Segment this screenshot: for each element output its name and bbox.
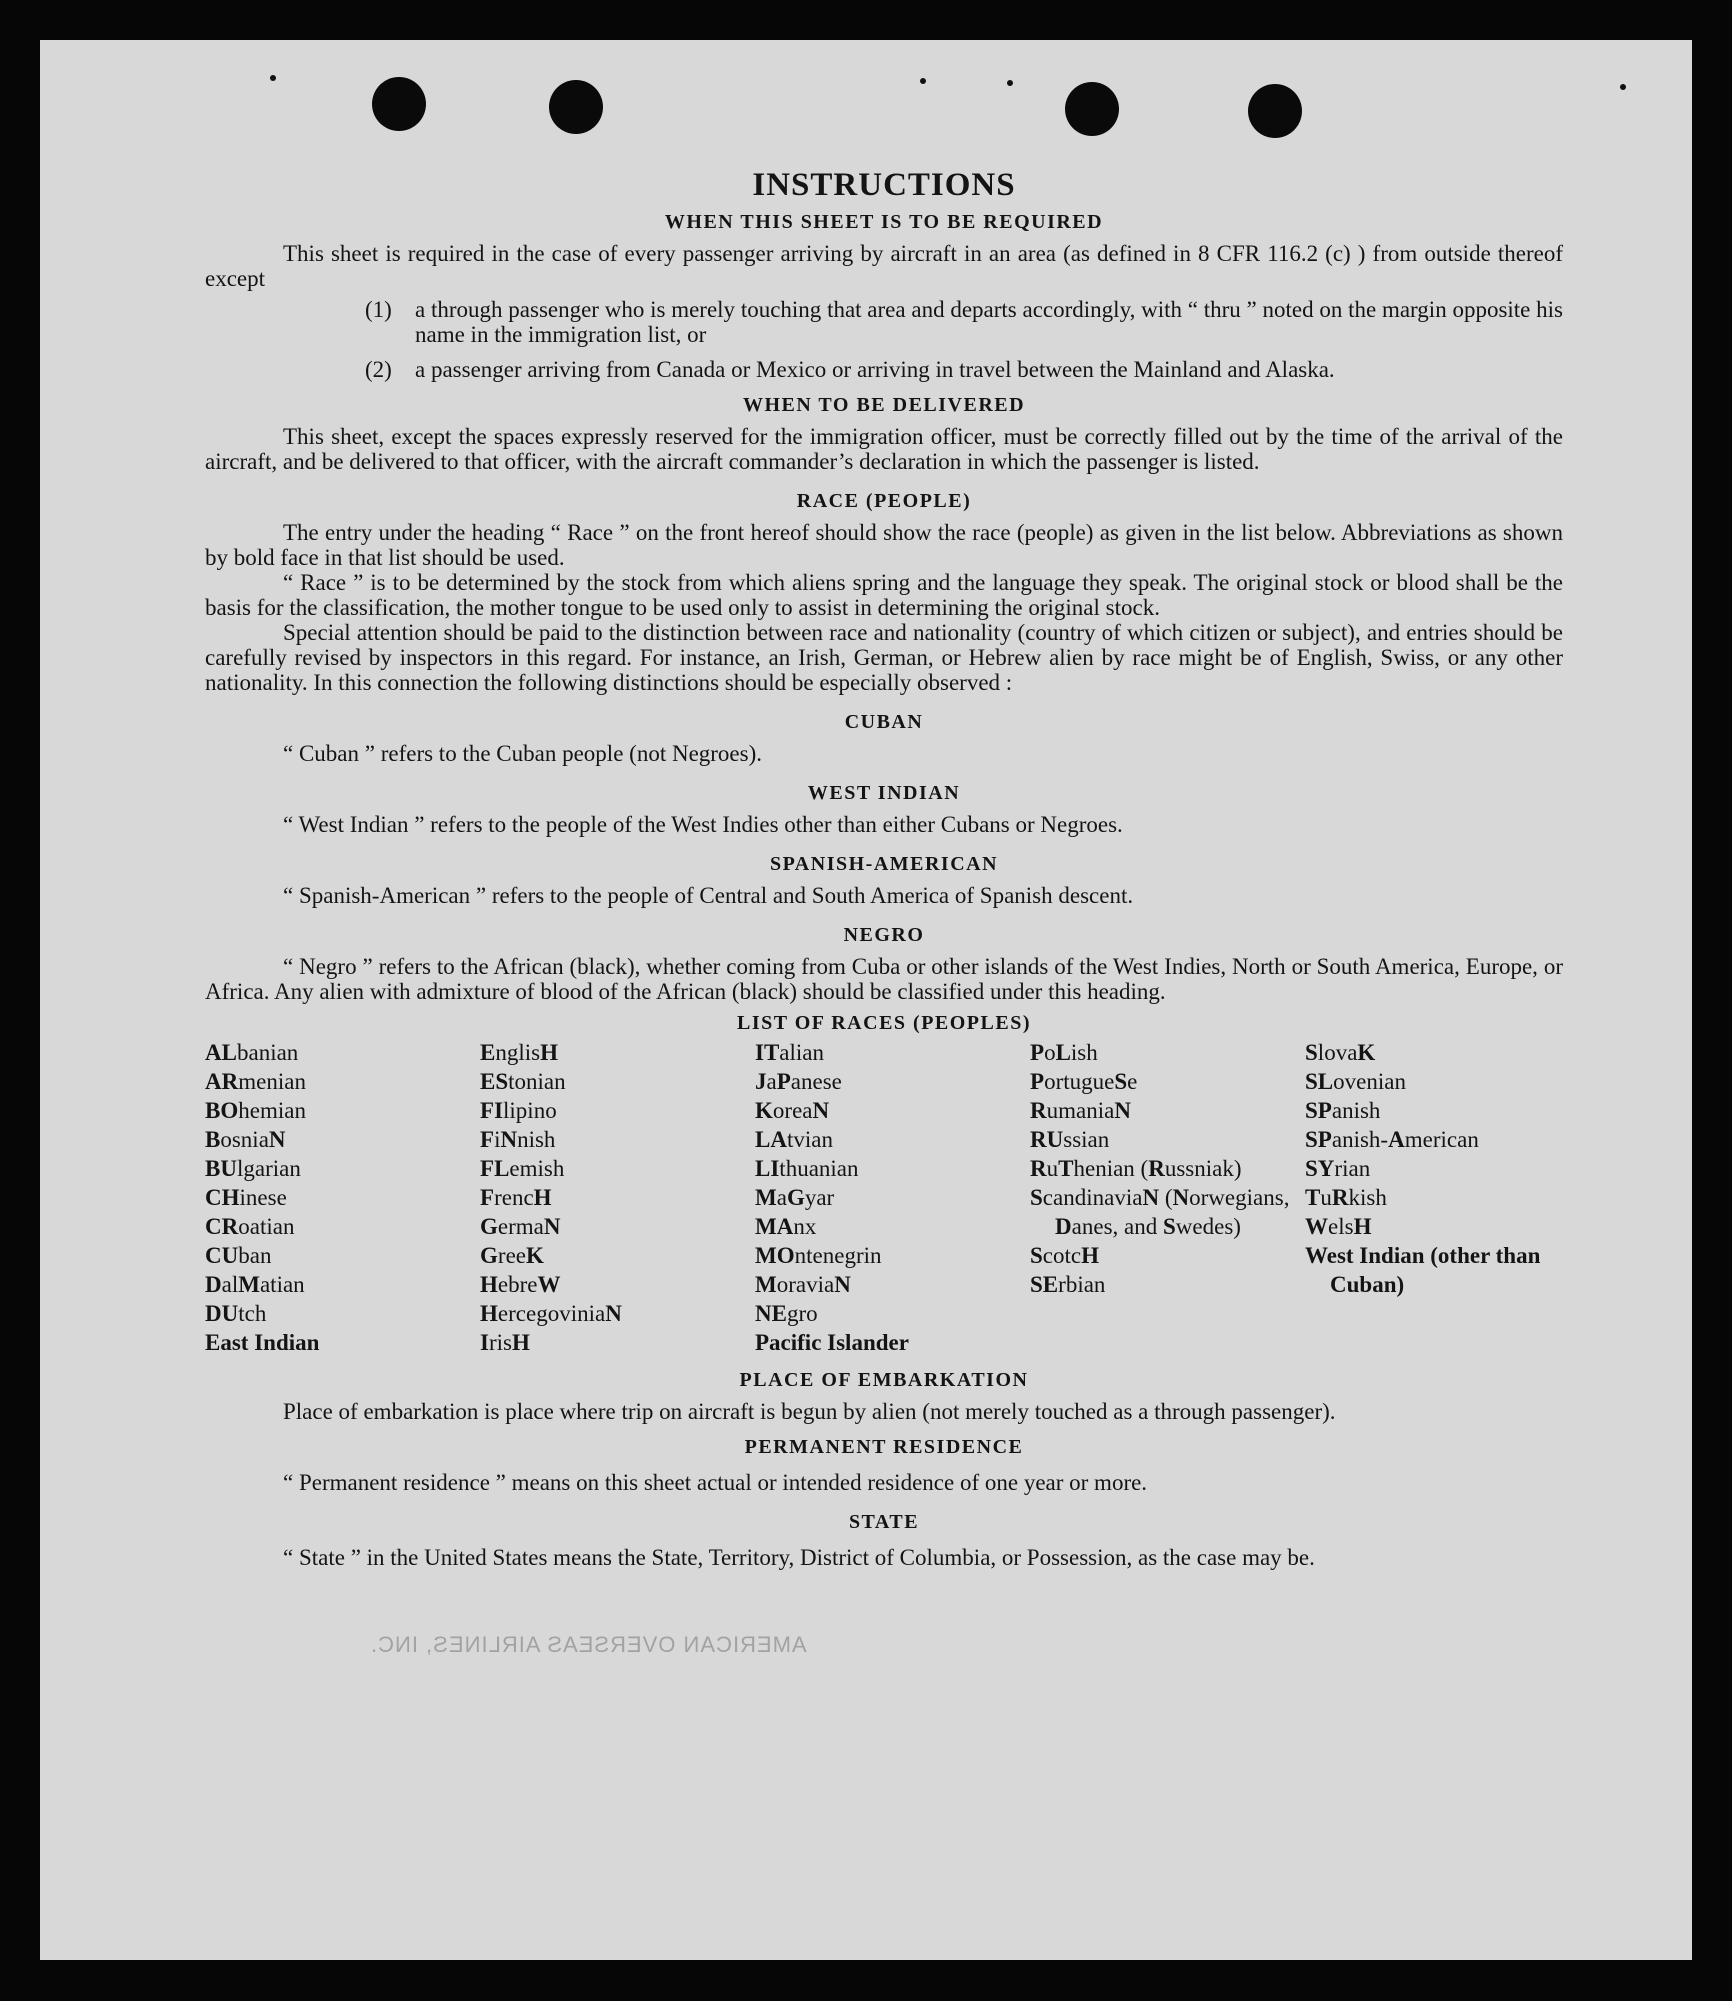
race-entry: RUssian [1030,1127,1110,1152]
race-entry: SYrian [1305,1156,1371,1181]
races-list [205,1038,1563,1357]
race-entry: GreeK [480,1243,544,1268]
heading-negro: NEGRO [843,924,925,946]
item-text: a through passenger who is merely touching that area and departs accordingly, with “ thru ” noted on the margin opposite his name in the immigration list, or [415,297,1563,347]
race-entry: TuRkish [1305,1185,1387,1210]
speck [1620,84,1626,90]
permanent-residence-text: “ Permanent residence ” means on this sheet actual or intended residence of one year or more. [283,1470,1148,1495]
speck [270,75,276,81]
race-entry: ALbanian [205,1040,299,1065]
race-entry: BUlgarian [205,1156,301,1181]
races-column-3 [755,1038,1030,1357]
race-entry: WelsH [1305,1214,1372,1239]
exception-item-1 [365,297,1563,347]
cuban-text: “ Cuban ” refers to the Cuban people (not Negroes). [283,741,763,766]
race-entry: ScotcH [1030,1243,1100,1268]
heading-cuban: CUBAN [844,711,924,733]
heading-when-required: WHEN THIS SHEET IS TO BE REQUIRED [664,211,1104,233]
race-entry: BosniaN [205,1127,286,1152]
race-entry: LAtvian [755,1127,833,1152]
race-entry: East Indian [205,1330,320,1355]
race-entry: HercegoviniaN [480,1301,622,1326]
race-entry: RuThenian (Russniak) [1030,1156,1242,1181]
race-entry: MoraviaN [755,1272,851,1297]
race-entry: SLovenian [1305,1069,1406,1094]
punch-hole [1065,82,1119,136]
speck [1007,80,1013,86]
negro-text: “ Negro ” refers to the African (black), whether coming from Cuba or other islands of the West Indies, North or South America, Europe, or Africa. Any alien with admixture of blood of the African (black) should be classified under this heading. [205,954,1563,1004]
when-delivered-text: This sheet, except the spaces expressly reserved for the immigration officer, must be correctly filled out by the time of the arrival of the aircraft, and be delivered to that officer, with the aircraft commander’s declaration in which the passenger is listed. [205,424,1563,474]
punch-hole [372,77,426,131]
bleed-through-stamp: AMERICAN OVERSEAS AIRLINES, INC. [370,1632,807,1657]
race-entry: ScandinaviaN (Norwegians, Danes, and Swedes) [1030,1185,1290,1239]
heading-permanent-residence: PERMANENT RESIDENCE [744,1436,1024,1458]
race-entry: ARmenian [205,1069,306,1094]
race-entry: MaGyar [755,1185,835,1210]
race-entry: GermaN [480,1214,561,1239]
race-entry: EStonian [480,1069,566,1094]
speck [920,78,926,84]
race-entry: DUtch [205,1301,267,1326]
race-entry: FiNnish [480,1127,556,1152]
race-entry: KoreaN [755,1098,830,1123]
item-number: (1) [365,297,392,322]
race-entry: West Indian (other than Cuban) [1305,1243,1541,1297]
race-entry: NEgro [755,1301,818,1326]
race-entry: FIlipino [480,1098,557,1123]
item-text: a passenger arriving from Canada or Mexico or arriving in travel between the Mainland and Alaska. [415,357,1335,382]
punch-hole [1248,84,1302,138]
heading-spanish-american: SPANISH-AMERICAN [769,853,999,875]
spanish-american-text: “ Spanish-American ” refers to the people of Central and South America of Spanish descent. [283,883,1134,908]
race-entry: LIthuanian [755,1156,859,1181]
heading-list-of-races: LIST OF RACES (PEOPLES) [736,1012,1031,1034]
race-entry: PortugueSe [1030,1069,1138,1094]
race-paragraph-3: Special attention should be paid to the distinction between race and nationality (country of which citizen or subject), and entries should be carefully revised by inspectors in this regard. For instance, an Irish, German, or Hebrew alien by race might be of English, Swiss, or any other nationality. In this connection the following distinctions should be especially observed : [205,620,1563,695]
race-entry: PoLish [1030,1040,1098,1065]
punch-hole [549,80,603,134]
race-entry: FLemish [480,1156,565,1181]
item-number: (2) [365,357,392,382]
race-entry: ITalian [755,1040,825,1065]
state-text: “ State ” in the United States means the State, Territory, District of Columbia, or Possession, as the case may be. [283,1545,1315,1570]
heading-when-delivered: WHEN TO BE DELIVERED [742,394,1026,416]
heading-race: RACE (PEOPLE) [796,490,972,512]
races-column-5 [1305,1038,1563,1357]
heading-embarkation: PLACE OF EMBARKATION [739,1369,1029,1391]
race-entry: RumaniaN [1030,1098,1131,1123]
race-entry: FrencH [480,1185,552,1210]
race-entry: CUban [205,1243,272,1268]
west-indian-text: “ West Indian ” refers to the people of the West Indies other than either Cubans or Negroes. [283,812,1123,837]
race-entry: MAnx [755,1214,817,1239]
document-page [40,40,1692,1960]
race-entry: JaPanese [755,1069,842,1094]
heading-west-indian: WEST INDIAN [807,782,961,804]
when-required-intro: This sheet is required in the case of every passenger arriving by aircraft in an area (as defined in 8 CFR 116.2 (c) ) from outside thereof except [205,241,1563,291]
race-entry: HebreW [480,1272,561,1297]
race-entry: Pacific Islander [755,1330,909,1355]
race-entry: CRoatian [205,1214,295,1239]
race-paragraph-2: “ Race ” is to be determined by the stock from which aliens spring and the language they speak. The original stock or blood shall be the basis for the classification, the mother tongue to be used only to assist in determining the original stock. [205,570,1563,620]
exception-item-2 [365,357,1563,382]
instructions-body [205,165,1563,1570]
race-entry: SlovaK [1305,1040,1376,1065]
race-entry: SPanish [1305,1098,1381,1123]
race-entry: EnglisH [480,1040,558,1065]
page-title: INSTRUCTIONS [752,167,1016,203]
embarkation-text: Place of embarkation is place where trip on aircraft is begun by alien (not merely touched as a through passenger). [283,1399,1336,1424]
race-entry: SErbian [1030,1272,1106,1297]
races-column-2 [480,1038,755,1357]
race-entry: DalMatian [205,1272,305,1297]
race-entry: CHinese [205,1185,287,1210]
races-column-1 [205,1038,480,1357]
race-paragraph-1: The entry under the heading “ Race ” on the front hereof should show the race (people) as given in the list below. Abbreviations as shown by bold face in that list should be used. [205,520,1563,570]
race-entry: SPanish-American [1305,1127,1479,1152]
races-column-4 [1030,1038,1305,1357]
race-entry: BOhemian [205,1098,306,1123]
heading-state: STATE [848,1511,920,1533]
race-entry: MOntenegrin [755,1243,882,1268]
race-entry: IrisH [480,1330,530,1355]
